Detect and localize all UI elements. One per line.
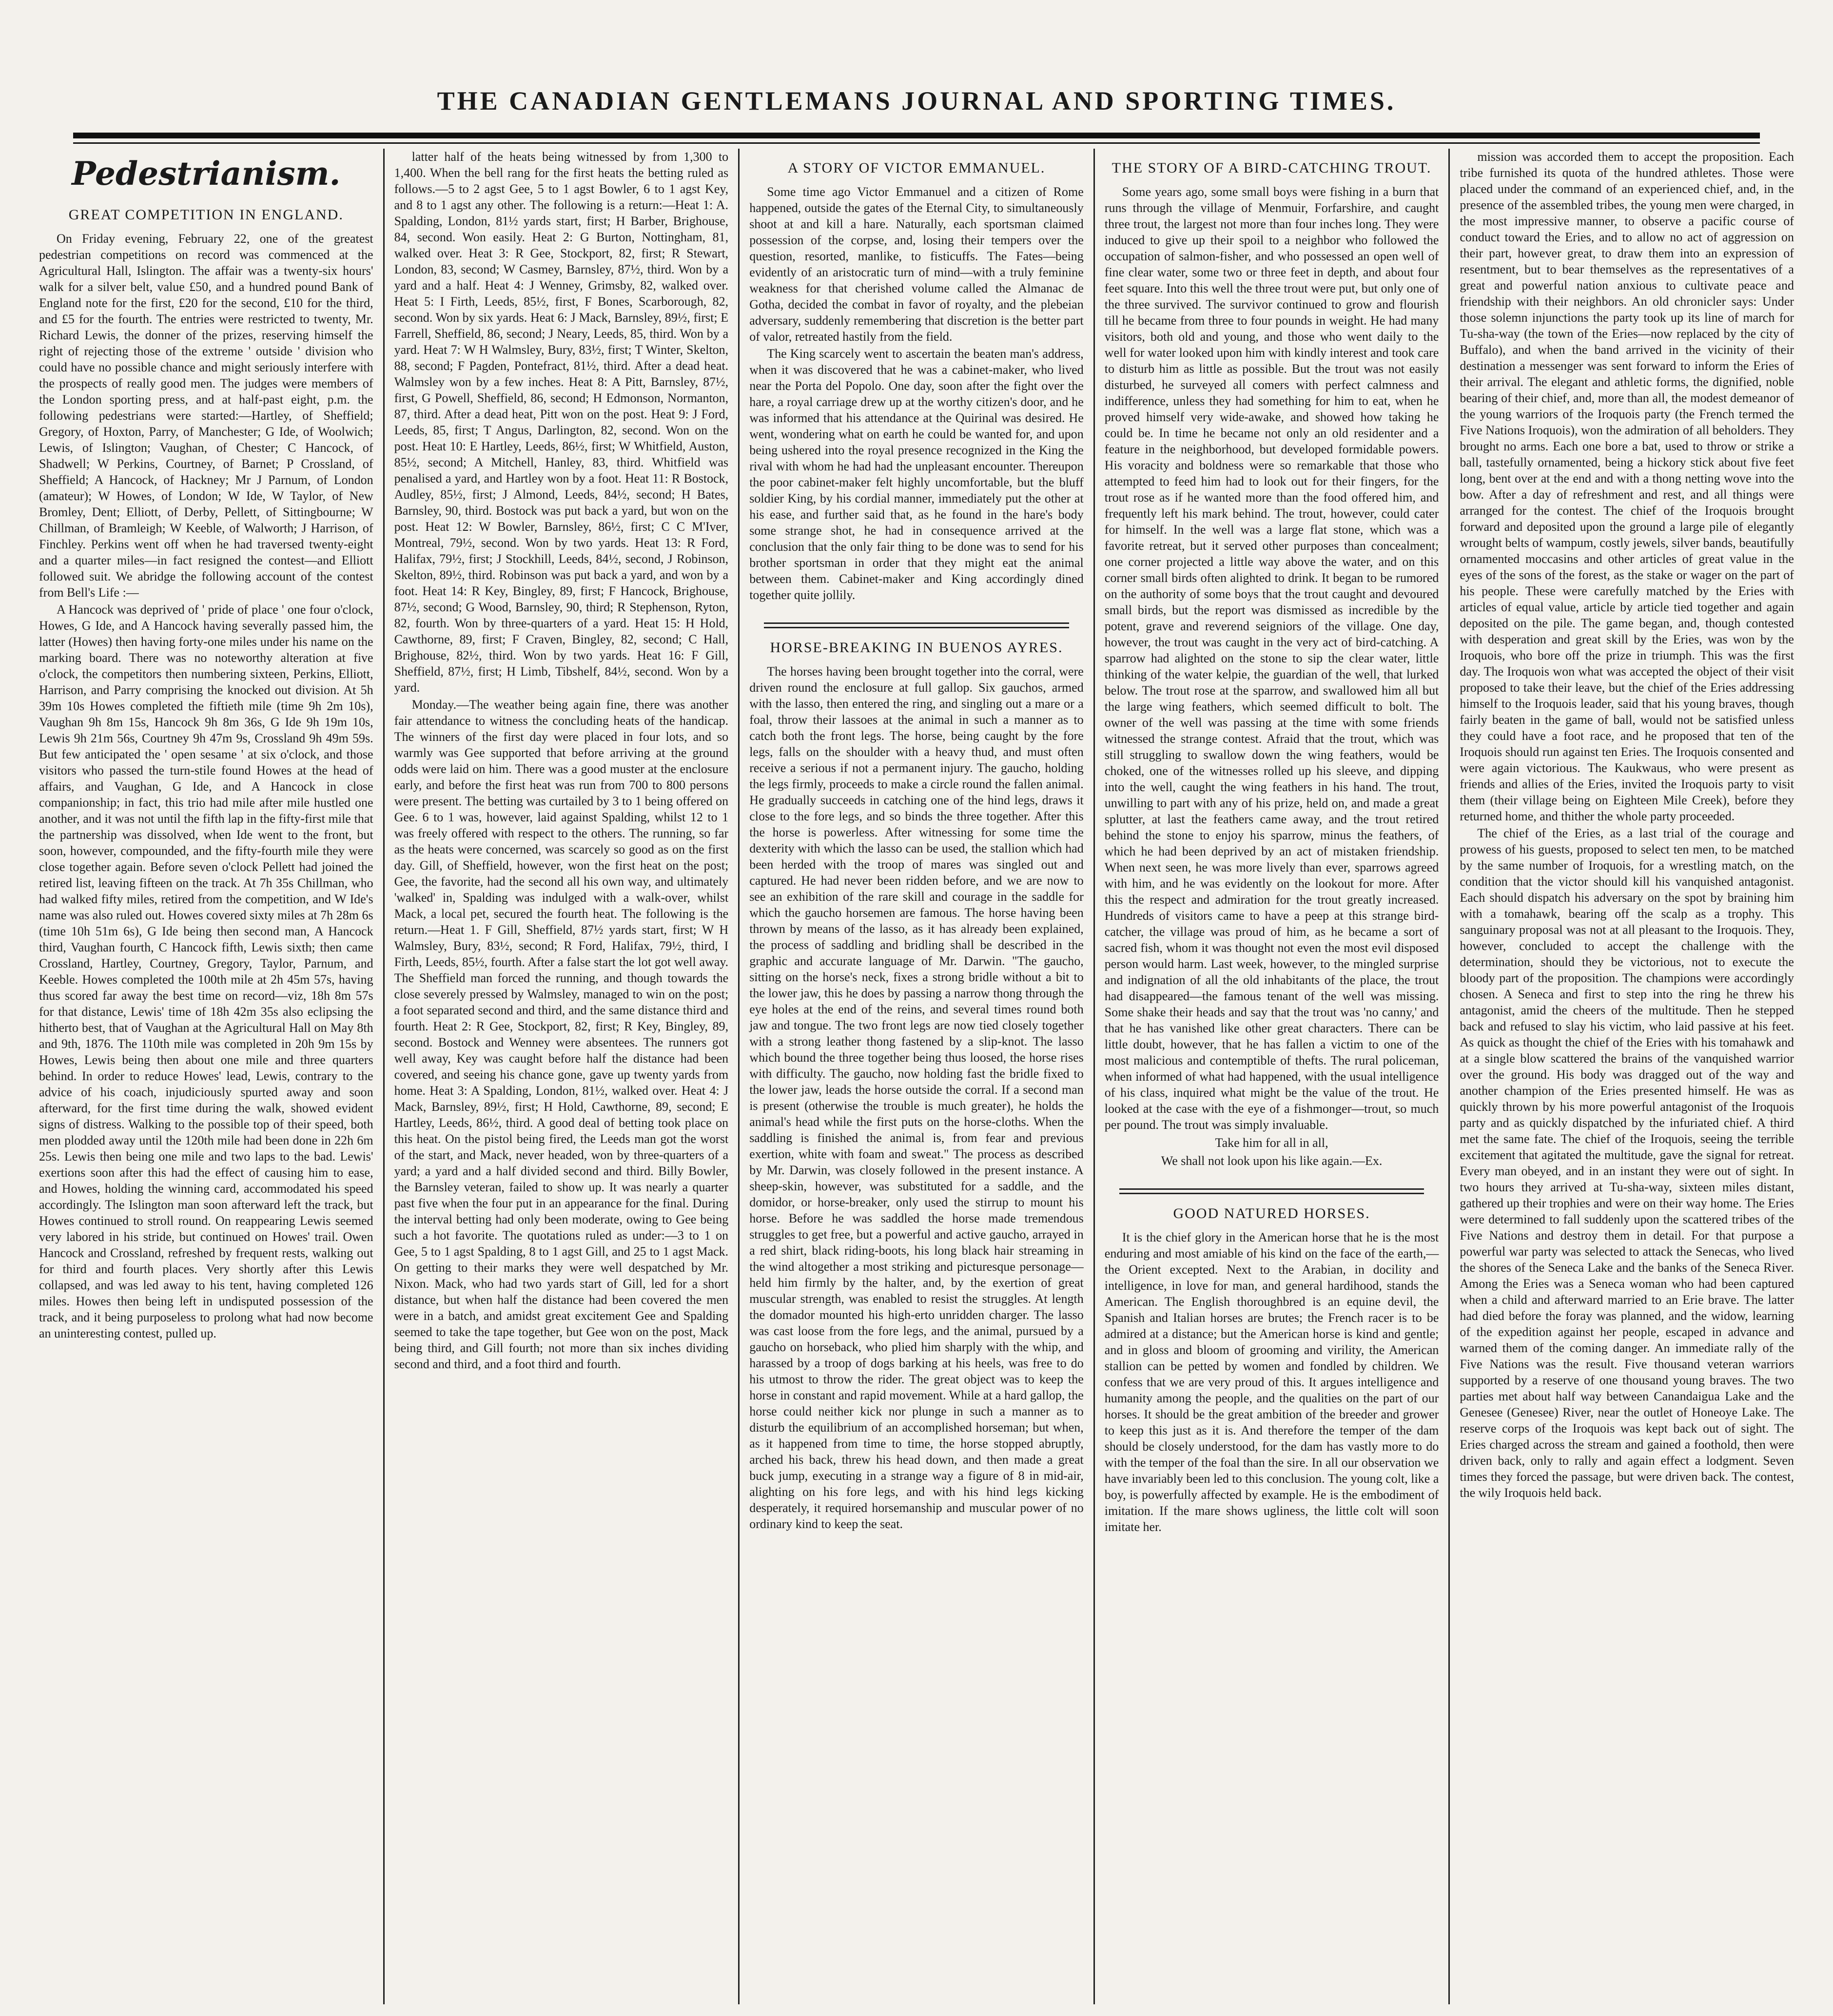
- article-paragraph: latter half of the heats being witnessed by from 1,300 to 1,400. When the bell rang for the first heats the betting ruled as follows.—5 to 2 agst Gee, 5 to 1 agst Bowler, 6 to 1 agst Key, and 8 to 1 agst any other. The following is a return:—Heat 1: A. Spalding, London, 81½ yards start, first; H Barber, Brighouse, 84, second. Won easily. Heat 2: G Burton, Nottingham, 81, walked over. Heat 3: R Gee, Stockport, 82, first; R Stewart, London, 83, second; W Casmey, Barnsley, 87½, third. Won by a yard and a half. Heat 4: J Wenney, Grimsby, 82, walked over. Heat 5: I Firth, Leeds, 85½, first, F Bones, Scarborough, 82, second. Won by six yards. Heat 6: J Mack, Barnsley, 89½, first; E Farrell, Sheffield, 86, second; J Neary, Leeds, 85, third. Won by a yard. Heat 7: W H Walmsley, Bury, 83½, first; T Winter, Skelton, 88, second; F Pagden, Pontefract, 81½, third. After a dead heat. Walmsley won by a few inches. Heat 8: A Pitt, Barnsley, 87½, first, G Powell, Sheffield, 86, second; H Edmonson, Normanton, 87, third. After a dead heat, Pitt won on the post. Heat 9: J Ford, Leeds, 85, first; T Angus, Darlington, 82, second. Won on the post. Heat 10: E Hartley, Leeds, 86½, first; W Whitfield, Auston, 85½, second; A Mitchell, Hanley, 83, third. Whitfield was penalised a yard, and Hartley won by a foot. Heat 11: R Bostock, Audley, 85½, first; J Almond, Leeds, 84½, second; H Bates, Barnsley, 90, third. Bostock was put back a yard, but won on the post. Heat 12: W Bowler, Barnsley, 86½, first; C C M'Iver, Montreal, 79½, second. Won by two yards. Heat 13: R Ford, Halifax, 79½, first; J Stockhill, Leeds, 84½, second, J Robinson, Skelton, 89½, third. Robinson was put back a yard, and won by a foot. Heat 14: R Key, Bingley, 89, first; F Hancock, Brighouse, 87½, second; G Wood, Barnsley, 90, third; R Stephenson, Ryton, 82, fourth. Won by three-quarters of a yard. Heat 15: H Hold, Cawthorne, 89, first; F Craven, Bingley, 82, second; C Hall, Brighouse, 82½, third. Won by two yards. Heat 16: F Gill, Sheffield, 87½, first; H Limb, Tibshelf, 84½, second. Won by a yard.: [394, 150, 729, 695]
- column-3: [740, 149, 1095, 2004]
- section-divider: [764, 627, 1069, 628]
- article-paragraph: The chief of the Eries, as a last trial of the courage and prowess of his guests, proposed to select ten men, to be matched by the same number of Iroquois, for a wrestling match, on the condition that the victor should kill his vanquished antagonist. Each should dispatch his adversary on the spot by braining him with a tomahawk, bearing off the scalp as a trophy. This sanguinary proposal was not at all pleasant to the Iroquois. They, however, concluded to accept the challenge with the determination, should they be victorious, not to execute the bloody part of the proposition. The champions were accordingly chosen. A Seneca and first to step into the ring he threw his antagonist, amid the cheers of the multitude. Then he stepped back and refused to slay his victim, who laid passive at his feet. As quick as thought the chief of the Eries with his tomahawk and at a single blow scattered the brains of the vanquished warrior over the ground. His body was dragged out of the way and another champion of the Eries presented himself. He was as quickly thrown by his more powerful antagonist of the Iroquois party and as quickly dispatched by the infuriated chief. A third met the same fate. The chief of the Iroquois, seeing the terrible excitement that agitated the multitude, gave the signal for retreat. Every man obeyed, and in an instant they were out of sight. In two hours they arrived at Tu-sha-way, sixteen miles distant, gathered up their trophies and were on their way home. The Eries were determined to fall suddenly upon the scattered tribes of the Five Nations and destroy them in detail. For that purpose a powerful war party was selected to attack the Senecas, who lived the shores of the Seneca Lake and the banks of the Seneca River. Among the Eries was a Seneca woman who had been captured when a child and afterward married to an Erie brave. The latter had died before the foray was planned, and the widow, learning of the expedition against her people, escaped in advance and warned them of the coming danger. An immediate rally of the Five Nations was the result. Five thousand veteran warriors supported by a reserve of one thousand young braves. The two parties met about half way between Canandaigua Lake and the Genesee (Genesee) River, near the outlet of Honeoye Lake. The reserve corps of the Iroquois was kept back out of sight. The Eries charged across the stream and gained a foothold, then were driven back, only to rally and again effect a lodgment. Seven times they forced the passage, but were driven back. The contest, the wily Iroquois held back.: [1460, 826, 1794, 1500]
- article-paragraph: The horses having been brought together into the corral, were driven round the enclosure at full gallop. Six gauchos, armed with the lasso, then entered the ring, and singling out a mare or a foal, throw their lassoes at the animal in such a manner as to catch both the front legs. The horse, being caught by the fore legs, falls on the shoulder with a heavy thud, and must often receive a serious if not a permanent injury. The gaucho, holding the legs firmly, proceeds to make a circle round the fallen animal. He gradually succeeds in catching one of the hind legs, draws it close to the fore legs, and so binds the three together. After this the horse is powerless. After witnessing for some time the dexterity with which the lasso can be used, the stallion which had been herded with the troop of mares was singled out and captured. He had never been ridden before, and we are now to see an exhibition of the rare skill and courage in the saddle for which the gaucho horsemen are famous. The horse having been thrown by means of the lasso, as it has already been explained, the process of saddling and bridling shall be described in the graphic and accurate language of Mr. Darwin. "The gaucho, sitting on the horse's neck, fixes a strong bridle without a bit to the lower jaw, this he does by passing a narrow thong through the eye holes at the end of the reins, and several times round both jaw and tongue. The two front legs are now tied closely together with a strong leather thong fastened by a slip-knot. The lasso which bound the three together being thus loosed, the horse rises with difficulty. The gaucho, now holding fast the bridle fixed to the lower jaw, leads the horse outside the corral. If a second man is present (otherwise the trouble is much greater), he holds the animal's head while the first puts on the horse-cloths. When the saddling is finished the animal is, from fear and previous exertion, white with foam and sweat." The process as described by Mr. Darwin, was closely followed in the present instance. A sheep-skin, however, was substituted for a saddle, and the domidor, or horse-breaker, only used the stirrup to mount his horse. Before he was saddled the horse made tremendous struggles to get free, but a powerful and active gaucho, arrayed in a red shirt, black riding-boots, his long black hair streaming in the wind altogether a most striking and picturesque personage—held him firmly by the halter, and, by the exertion of great muscular strength, was enabled to resist the struggles. At length the domador mounted his high-erto unridden charger. The lasso was cast loose from the fore legs, and the animal, pursued by a gaucho on horseback, who plied him sharply with the whip, and harassed by a troop of dogs barking at his heels, was free to do his utmost to throw the rider. The great object was to keep the horse in constant and rapid movement. While at a hard gallop, the horse could neither kick nor plunge in such a manner as to disturb the equilibrium of an accomplished horseman; but when, as it happened from time to time, the horse stopped abruptly, arched his back, threw his head down, and then made a great buck jump, executing in a strange way a figure of 8 in mid-air, alighting on his fore legs, and with his hind legs kicking desperately, it required horsemanship and muscular power of no ordinary kind to keep the seat.: [749, 664, 1084, 1531]
- article-title: THE STORY OF A BIRD-CATCHING TROUT.: [1112, 160, 1432, 176]
- article-paragraph: Some years ago, some small boys were fishing in a burn that runs through the village of Menmuir, Forfarshire, and caught three trout, the largest not more than four inches long. They were induced to give up their spoil to a neighbor who followed the occupation of salmon-fisher, and who possessed an open well of fine clear water, some two or three feet in depth, and about four feet square. Into this well the three trout were put, but only one of the three survived. The survivor continued to grow and flourish till he became from three to four pounds in weight. He had many visitors, both old and young, and those who went daily to the well for water looked upon him with kindly interest and took care to disturb him as little as possible. But the trout was not easily disturbed, he surveyed all comers with perfect calmness and indifference, unless they had something for him to eat, when he proved himself very wide-awake, and showed how taking he could be. In time he became not only an old residenter and a feature in the neighborhood, but developed formidable powers. His voracity and boldness were so remarkable that those who attempted to feed him had to look out for their fingers, for the trout rose as if he wanted more than the food offered him, and frequently left his mark behind. The trout, however, could cater for himself. In the well was a large flat stone, which was a favorite retreat, but it served other purposes than concealment; one corner projected a little way above the water, and on this corner small birds often alighted to drink. It began to be rumored on the authority of some boys that the trout caught and devoured small birds, but the report was dismissed as incredible by the potent, grave and reverend seigniors of the village. One day, however, the trout was caught in the very act of bird-catching. A sparrow had alighted on the stone to sip the clear water, little thinking of the water kelpie, the guardian of the well, that lurked below. The trout rose at the sparrow, and swallowed him all but the large wing feathers, which seemed difficult to bolt. The owner of the well was passing at the time with some friends witnessed the strange contest. Afraid that the trout, which was still struggling to swallow down the wing feathers, would be choked, one of the witnesses rolled up his sleeve, and dipping into the well, caught the wing feathers in his hand. The trout, unwilling to part with any of his prize, held on, and made a great splutter, at last the feathers came away, and the trout retired behind the stone to enjoy his sparrow, minus the feathers, of which he had been deprived by an act of mistaken friendship. When next seen, he was more lively than ever, sparrows agreed with him, and he was evidently on the lookout for more. After this the respect and admiration for the trout greatly increased. Hundreds of visitors came to have a peep at this strange bird-catcher, the village was proud of him, as he became a sort of sacred fish, whom it was thought not even the most evil disposed person would harm. Last week, however, to the mingled surprise and indignation of all the old inhabitants of the place, the trout had disappeared—the famous tenant of the well was missing. Some shake their heads and say that the trout was 'no canny,' and that he has vanished like other great characters. There can be little doubt, however, that he has fallen a victim to one of the most malicious and contemptible of thefts. The rural policeman, when informed of what had happened, with the usual intelligence of his class, inquired what might be the value of the trout. He looked at the case with the eye of a fishmonger—trout, so much per pound. The trout was simply invaluable.: [1104, 185, 1439, 1132]
- article-paragraph: Some time ago Victor Emmanuel and a citizen of Rome happened, outside the gates of the Eternal City, to simultaneously shoot at and kill a hare. Naturally, each sportsman claimed possession of the corpse, and, losing their tempers over the question, resorted, manlike, to fisticuffs. The Fates—being evidently of an aristocratic turn of mind—with a truly feminine weakness for that cherished volume called the Almanac de Gotha, decided the combat in favor of royalty, and the plebeian adversary, suddenly remembering that discretion is the better part of valor, retreated hastily from the field.: [749, 185, 1084, 344]
- masthead-rule-thick: [73, 133, 1760, 138]
- column-1: [29, 149, 385, 2004]
- masthead-rule-thin: [73, 142, 1760, 144]
- column-5: [1450, 149, 1804, 2004]
- article-paragraph: mission was accorded them to accept the proposition. Each tribe furnished its quota of the hundred athletes. Those were placed under the command of an experienced chief, and, in the presence of the assembled tribes, the young men were charged, in the most impressive manner, to observe a pacific course of conduct toward the Eries, and to allow no act of aggression on their part, however great, to draw them into an expression of resentment, but to bear themselves as the representatives of a great and powerful nation anxious to cultivate peace and friendship with their neighbors. An old chronicler says: Under those solemn injunctions the party took up its line of march for Tu-sha-way (the town of the Eries—now replaced by the city of Buffalo), and when the band arrived in the vicinity of their destination a messenger was sent forward to inform the Eries of their arrival. The elegant and athletic forms, the dignified, noble bearing of their chief, and, more than all, the modest demeanor of the young warriors of the Iroquois party (the French termed the Five Nations Iroquois), won the admiration of all beholders. They brought no arms. Each one bore a bat, used to throw or strike a ball, tastefully ornamented, being a hickory stick about five feet long, bent over at the end and with a thong netting wove into the bow. After a day of refreshment and rest, and all things were arranged for the contest. The chief of the Iroquois brought forward and deposited upon the ground a large pile of elegantly wrought belts of wampum, costly jewels, silver bands, beautifully ornamented moccasins and other articles of great value in the eyes of the sons of the forest, as the stake or wager on the part of his people. These were carefully matched by the Eries with articles of equal value, article by article tied together and again deposited on the pile. The game began, and, though contested with desperation and great skill by the Eries, was won by the Iroquois, who bore off the prize in triumph. This was the first day. The Iroquois won what was accepted the object of their visit proposed to take their leave, but the chief of the Eries addressing himself to the Iroquois leader, said that his young braves, though fairly beaten in the game of ball, would not be satisfied unless they could have a foot race, and he proposed that ten of the Iroquois should run against ten Eries. The Iroquois consented and were again victorious. The Kaukwaus, who were present as friends and allies of the Eries, invited the Iroquois party to visit them (their village being on Eighteen Mile Creek), before they returned home, and thither the whole party proceeded.: [1460, 150, 1794, 823]
- section-divider: [1119, 1193, 1424, 1194]
- columns: [29, 149, 1804, 2004]
- article-title: HORSE-BREAKING IN BUENOS AYRES.: [770, 640, 1063, 656]
- article-paragraph: A Hancock was deprived of ' pride of place ' one four o'clock, Howes, G Ide, and A Hancock having severally passed him, the latter (Howes) then having forty-one miles under his name on the marking board. There was no noteworthy alteration at five o'clock, the competitors then numbering sixteen, Perkins, Elliott, Harrison, and Parry comprising the knocked out division. At 5h 39m 10s Howes completed the fiftieth mile (time 9h 2m 10s), Vaughan 9h 8m 15s, Hancock 9h 8m 36s, G Ide 9h 19m 10s, Lewis 9h 21m 56s, Courtney 9h 47m 9s, Crossland 9h 49m 59s. But few anticipated the ' open sesame ' at six o'clock, and those visitors who passed the turn-stile found Howes at the head of affairs, and Vaughan, G Ide, and A Hancock in close companionship; in fact, this trio had mile after mile hustled one another, and it was not until the fifth lap in the fifty-first mile that the partnership was dissolved, when Ide went to the front, but soon, however, compounded, and the fifty-fourth mile they were close together again. Before seven o'clock Pellett had joined the retired list, leaving fifteen on the track. At 7h 35s Chillman, who had walked fifty miles, retired from the competition, and W Ide's name was also ruled out. Howes covered sixty miles at 7h 28m 6s (time 10h 51m 6s), G Ide being then second man, A Hancock third, Vaughan fourth, C Hancock fifth, Lewis sixth; then came Crossland, Hartley, Courtney, Gregory, Taylor, Parnum, and Keeble. Howes completed the 100th mile at 2h 45m 57s, having thus scored far away the best time on record—viz, 18h 8m 57s for that distance, Lewis' time of 18h 42m 35s also eclipsing the hitherto best, that of Vaughan at the Agricultural Hall on May 8th and 9th, 1876. The 110th mile was completed in 20h 9m 15s by Howes, Lewis being then about one mile and three quarters behind. In order to reduce Howes' lead, Lewis, contrary to the advice of his coach, injudiciously spurted away and soon afterward, for the first time during the walk, showed evident signs of distress. Walking to the possible top of their speed, both men plodded away until the 120th mile had been done in 22h 6m 25s. Lewis then being one mile and two laps to the bad. Lewis' exertions soon after this had the effect of causing him to ease, and Howes, holding the winning card, accommodated his speed accordingly. The Islington man soon afterward left the track, but Howes continued to stroll round. On reappearing Lewis seemed very labored in his stride, but continued on Howes' trail. Owen Hancock and Crossland, refreshed by frequent rests, walking out for third and fourth places. Very shortly after this Lewis collapsed, and was led away to his tent, having completed 126 miles. Howes then being left in undisputed possession of the track, and it being purposeless to prolong what had now become an uninteresting contest, pulled up.: [39, 602, 373, 1340]
- section-divider: [764, 622, 1069, 624]
- quote-line: Take him for all in all,: [1215, 1136, 1328, 1150]
- article-paragraph: On Friday evening, February 22, one of the greatest pedestrian competitions on record was commenced at the Agricultural Hall, Islington. The affair was a twenty-six hours' walk for a silver belt, value £50, and a hundred pound Bank of England note for the first, £20 for the second, £10 for the third, and £5 for the fourth. The entries were restricted to twenty, Mr. Richard Lewis, the donner of the prizes, reserving himself the right of rejecting those of the extreme ' outside ' division who could have no possible chance and might seriously interfere with the prospects of really good men. The judges were members of the London sporting press, and at half-past eight, p.m. the following pedestrians were started:—Hartley, of Sheffield; Gregory, of Hoxton, Parry, of Manchester; G Ide, of Woolwich; Lewis, of Islington; Vaughan, of Chester; C Hancock, of Shadwell; W Perkins, Courtney, of Barnet; P Crossland, of Sheffield; A Hancock, of Hackney; Mr J Parnum, of London (amateur); W Howes, of London; W Ide, W Taylor, of New Bromley, Dent; Elliott, of Derby, Pellett, of Sittingbourne; W Chillman, of Bramleigh; W Keeble, of Walworth; J Harrison, of Finchley. Perkins went off when he had traversed twenty-eight and a quarter miles—in fact resigned the contest—and Elliott followed suit. We abridge the following account of the contest from Bell's Life :—: [39, 232, 373, 600]
- article-paragraph: Monday.—The weather being again fine, there was another fair attendance to witness the concluding heats of the handicap. The winners of the first day were placed in four lots, and so warmly was Gee supported that before arriving at the ground odds were laid on him. There was a good muster at the enclosure early, and before the first heat was run from 700 to 800 persons were present. The betting was curtailed by 3 to 1 being offered on Gee. 6 to 1 was, however, laid against Spalding, whilst 12 to 1 was freely offered with respect to the others. The running, so far as the heats were concerned, was scarcely so good as on the first day. Gill, of Sheffield, however, won the first heat on the post; Gee, the favorite, had the second all his own way, and ultimately 'walked' in, Spalding was indulged with a walk-over, whilst Mack, a local pet, secured the fourth heat. The following is the return.—Heat 1. F Gill, Sheffield, 87½ yards start, first; W H Walmsley, Bury, 83½, second; R Ford, Halifax, 79½, third, I Firth, Leeds, 85½, fourth. After a false start the lot got well away. The Sheffield man forced the running, and though towards the close severely pressed by Walmsley, managed to win on the post; a foot separated second and third, and the same distance third and fourth. Heat 2: R Gee, Stockport, 82, first; R Key, Bingley, 89, second. Bostock and Wenney were absentees. The runners got well away, Key was caught before half the distance had been covered, and seeing his chance gone, gave up twenty yards from home. Heat 3: A Spalding, London, 81½, walked over. Heat 4: J Mack, Barnsley, 89½, first; H Hold, Cawthorne, 89, second; E Hartley, Leeds, 86½, third. A good deal of betting took place on this heat. On the pistol being fired, the Leeds man got the worst of the start, and Mack, never headed, won by three-quarters of a yard; a yard and a half divided second and third. Billy Bowler, the Barnsley veteran, failed to show up. It was nearly a quarter past five when the four put in an appearance for the final. During the interval betting had only been moderate, owing to Gee being such a hot favorite. The quotations ruled as under:—3 to 1 on Gee, 5 to 1 agst Spalding, 8 to 1 agst Gill, and 25 to 1 agst Mack. On getting to their marks they were well despatched by Mr. Nixon. Mack, who had two yards start of Gill, led for a short distance, but when half the distance had been covered the men were in a batch, and amidst great excitement Gee and Spalding seemed to take the tape together, but Gee won on the post, Mack being third, and Gill fourth; not more than six inches dividing second and third, and a foot third and fourth.: [394, 698, 729, 1371]
- masthead: THE CANADIAN GENTLEMANS JOURNAL AND SPORTING TIMES.: [437, 86, 1396, 116]
- section-heading: Pedestrianism.: [72, 155, 341, 193]
- column-4: [1095, 149, 1450, 2004]
- section-divider: [1119, 1188, 1424, 1190]
- article-paragraph: It is the chief glory in the American horse that he is the most enduring and most amiable of his kind on the face of the earth,—the Orient excepted. Next to the Arabian, in docility and intelligence, in love for man, and general hardihood, stands the American. The English thoroughbred is an equine devil, the Spanish and Italian horses are brutes; the French racer is to be admired at a distance; but the American horse is kind and gentle; and in gloss and bloom of grooming and virility, the American stallion can be petted by women and fondled by children. We confess that we are very proud of this. It argues intelligence and humanity among the people, and the qualities on the part of our horses. It should be the great ambition of the breeder and grower to keep this just as it is. And therefore the temper of the dam should be closely understood, for the dam has vastly more to do with the temper of the foal than the sire. In all our observation we have invariably been led to this conclusion. The young colt, like a boy, is powerfully affected by example. He is the embodiment of imitation. If the mare shows ugliness, the little colt will soon imitate her.: [1104, 1230, 1439, 1534]
- article-paragraph: The King scarcely went to ascertain the beaten man's address, when it was discovered that he was a cabinet-maker, who lived near the Porta del Popolo. One day, soon after the fight over the hare, a royal carriage drew up at the worthy citizen's door, and he was informed that his attendance at the Quirinal was desired. He went, wondering what on earth he could be wanted for, and upon being ushered into the royal presence recognized in the King the rival with whom he had had the unpleasant encounter. Thereupon the poor cabinet-maker felt highly uncomfortable, but the bluff soldier King, by his cordial manner, immediately put the other at his ease, and further said that, as he found in the hare's body some strange shot, he had in consequence arrived at the conclusion that the only fair thing to be done was to send for his brother sportsman in order that they might eat the animal between them. Cabinet-maker and King accordingly dined together quite jollily.: [749, 347, 1084, 602]
- column-2: [385, 149, 740, 2004]
- article-title: A STORY OF VICTOR EMMANUEL.: [787, 160, 1046, 176]
- article-title: GREAT COMPETITION IN ENGLAND.: [68, 207, 344, 223]
- article-title: GOOD NATURED HORSES.: [1173, 1205, 1370, 1221]
- quote-line: We shall not look upon his like again.—Ex.: [1161, 1154, 1383, 1168]
